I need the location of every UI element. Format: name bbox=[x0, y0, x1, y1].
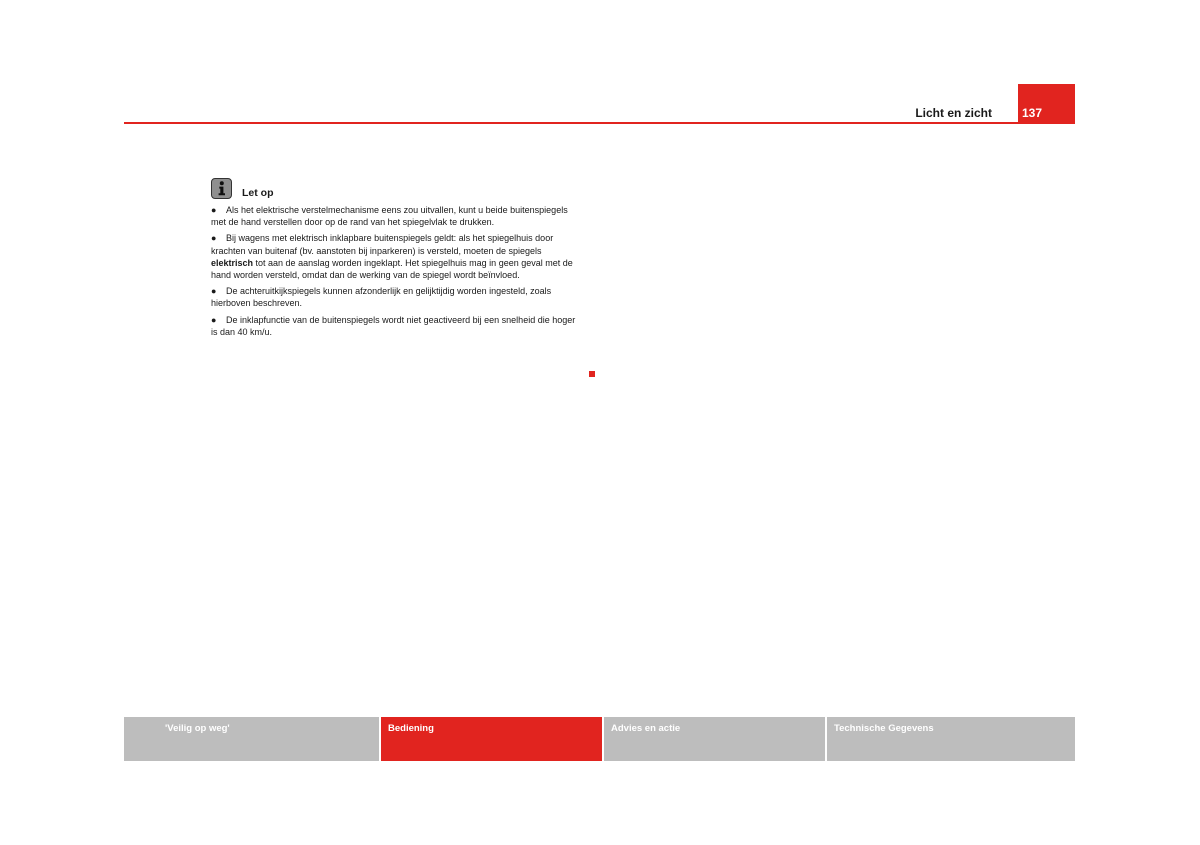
note-bullet: ● De achteruitkijkspiegels kunnen afzonderlijk en gelijktijdig worden ingesteld, zoals hierboven beschreven. bbox=[211, 286, 552, 309]
note-title: Let op bbox=[242, 187, 274, 199]
note-bullet: ● Bij wagens met elektrisch inklapbare buitenspiegels geldt: als het spiegelhuis door krachten van buitenaf (bv. aanstoten bij inparkeren) is versteld, moeten de spiegels elektrisch tot aan de aanslag worden ingeklapt. Het spiegelhuis mag in geen geval met de hand worden versteld, omdat dan de werking van de spiegel wordt beïnvloed. bbox=[211, 233, 573, 281]
nav-tab-technische-gegevens[interactable]: Technische Gegevens bbox=[827, 717, 1075, 761]
nav-tab-advies-en-actie[interactable]: Advies en actie bbox=[604, 717, 825, 761]
header-rule bbox=[124, 122, 1075, 124]
note-bullet: ● De inklapfunctie van de buitenspiegels wordt niet geactiveerd bij een snelheid die hoger is dan 40 km/u. bbox=[211, 314, 576, 337]
note-bullet: ● Als het elektrische verstelmechanisme eens zou uitvallen, kunt u beide buitenspiegels met de hand verstellen door op de rand van het spiegelvlak te drukken. bbox=[211, 205, 568, 228]
nav-tab-bediening[interactable]: Bediening bbox=[381, 717, 602, 761]
info-glyph bbox=[215, 181, 228, 196]
nav-tab-veilig-op-weg[interactable]: 'Veilig op weg' bbox=[124, 717, 379, 761]
chapter-nav bbox=[124, 717, 1075, 761]
section-title: Licht en zicht bbox=[915, 106, 992, 120]
emphasis-elektrisch: elektrisch bbox=[211, 257, 254, 268]
note-bullet-list bbox=[211, 204, 581, 338]
info-icon bbox=[211, 178, 232, 199]
section-end-marker bbox=[589, 371, 595, 377]
caution-note bbox=[211, 175, 601, 342]
page-number: 137 bbox=[1022, 106, 1043, 120]
note-header bbox=[211, 175, 601, 199]
